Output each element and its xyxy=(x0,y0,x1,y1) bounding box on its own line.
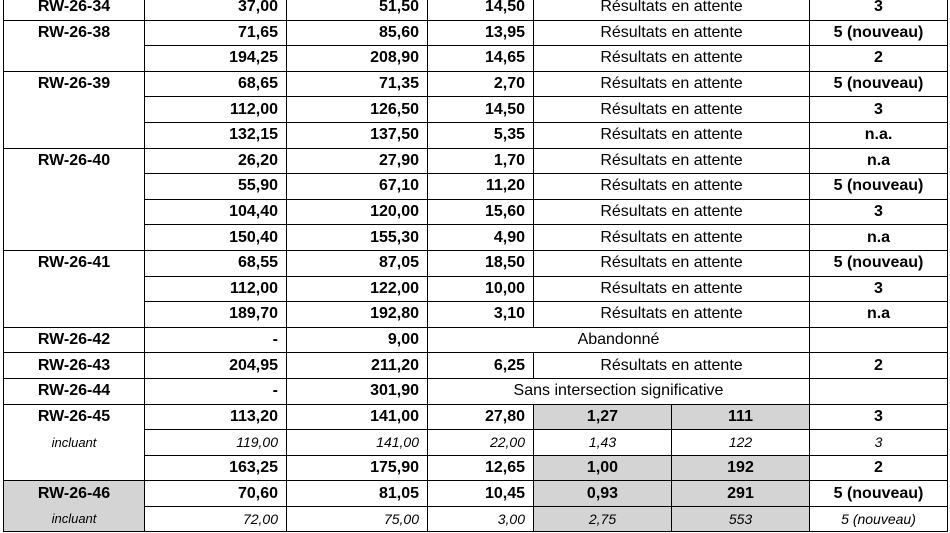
to-cell: 75,00 xyxy=(287,506,428,532)
length-cell: 14,50 xyxy=(428,97,534,123)
to-cell: 120,00 xyxy=(287,199,428,225)
table-row xyxy=(4,0,948,20)
from-cell: 189,70 xyxy=(145,302,287,328)
status-cell: Résultats en attente xyxy=(534,122,810,148)
length-cell: 13,95 xyxy=(428,20,534,46)
hole-id-cell xyxy=(4,455,145,481)
hole-id-cell: RW-26-46 xyxy=(4,481,145,507)
to-cell: 141,00 xyxy=(287,404,428,430)
table-row xyxy=(4,481,948,507)
assay-value-cell: 192 xyxy=(672,455,810,481)
to-cell: 9,00 xyxy=(287,327,428,353)
length-cell: 27,80 xyxy=(428,404,534,430)
to-cell: 51,50 xyxy=(287,0,428,20)
status-cell: Résultats en attente xyxy=(534,71,810,97)
hole-id-cell: RW-26-38 xyxy=(4,20,145,46)
assay-value-cell: 553 xyxy=(672,506,810,532)
length-cell: 10,45 xyxy=(428,481,534,507)
category-cell: 2 xyxy=(810,455,948,481)
table-row xyxy=(4,148,948,174)
status-cell: Résultats en attente xyxy=(534,302,810,328)
to-cell: 175,90 xyxy=(287,455,428,481)
length-cell: 10,00 xyxy=(428,276,534,302)
length-cell: 2,70 xyxy=(428,71,534,97)
hole-id-cell: RW-26-42 xyxy=(4,327,145,353)
table-row xyxy=(4,276,948,302)
table-row xyxy=(4,20,948,46)
table-row xyxy=(4,353,948,379)
category-cell: 2 xyxy=(810,353,948,379)
to-cell: 71,35 xyxy=(287,71,428,97)
hole-id-cell: incluant xyxy=(4,506,145,532)
hole-id-cell xyxy=(4,302,145,328)
from-cell: 112,00 xyxy=(145,276,287,302)
from-cell: 132,15 xyxy=(145,122,287,148)
assay-grade-cell: 1,43 xyxy=(534,430,672,456)
category-cell: 3 xyxy=(810,404,948,430)
category-cell: n.a xyxy=(810,302,948,328)
from-cell: 150,40 xyxy=(145,225,287,251)
table-row xyxy=(4,327,948,353)
hole-id-cell xyxy=(4,174,145,200)
table-row xyxy=(4,506,948,532)
length-cell: 3,10 xyxy=(428,302,534,328)
status-cell: Résultats en attente xyxy=(534,250,810,276)
hole-id-cell: incluant xyxy=(4,430,145,456)
length-cell: 12,65 xyxy=(428,455,534,481)
assay-value-cell: 291 xyxy=(672,481,810,507)
hole-id-cell xyxy=(4,199,145,225)
status-cell: Résultats en attente xyxy=(534,97,810,123)
hole-id-cell xyxy=(4,276,145,302)
from-cell: 119,00 xyxy=(145,430,287,456)
to-cell: 27,90 xyxy=(287,148,428,174)
length-cell: 1,70 xyxy=(428,148,534,174)
to-cell: 81,05 xyxy=(287,481,428,507)
length-cell: 18,50 xyxy=(428,250,534,276)
category-cell: 3 xyxy=(810,430,948,456)
status-cell: Résultats en attente xyxy=(534,276,810,302)
from-cell: 26,20 xyxy=(145,148,287,174)
from-cell: 113,20 xyxy=(145,404,287,430)
category-cell: 5 (nouveau) xyxy=(810,250,948,276)
hole-id-cell xyxy=(4,225,145,251)
table-row xyxy=(4,174,948,200)
from-cell: 37,00 xyxy=(145,0,287,20)
category-cell: 3 xyxy=(810,199,948,225)
from-cell: - xyxy=(145,378,287,404)
category-cell: n.a xyxy=(810,148,948,174)
assay-value-cell: 122 xyxy=(672,430,810,456)
to-cell: 122,00 xyxy=(287,276,428,302)
from-cell: 112,00 xyxy=(145,97,287,123)
table-row xyxy=(4,71,948,97)
from-cell: 104,40 xyxy=(145,199,287,225)
length-cell: 14,50 xyxy=(428,0,534,20)
status-cell: Résultats en attente xyxy=(534,20,810,46)
hole-id-cell: RW-26-45 xyxy=(4,404,145,430)
from-cell: 163,25 xyxy=(145,455,287,481)
length-cell: 14,65 xyxy=(428,46,534,72)
category-cell: 3 xyxy=(810,0,948,20)
to-cell: 192,80 xyxy=(287,302,428,328)
to-cell: 208,90 xyxy=(287,46,428,72)
category-cell: 5 (nouveau) xyxy=(810,20,948,46)
category-cell: 2 xyxy=(810,46,948,72)
hole-id-cell: RW-26-43 xyxy=(4,353,145,379)
status-cell: Résultats en attente xyxy=(534,0,810,20)
table-row xyxy=(4,46,948,72)
to-cell: 67,10 xyxy=(287,174,428,200)
from-cell: 72,00 xyxy=(145,506,287,532)
from-cell: 70,60 xyxy=(145,481,287,507)
assay-grade-cell: 1,27 xyxy=(534,404,672,430)
to-cell: 85,60 xyxy=(287,20,428,46)
length-cell: 11,20 xyxy=(428,174,534,200)
category-cell xyxy=(810,378,948,404)
table-row xyxy=(4,430,948,456)
to-cell: 137,50 xyxy=(287,122,428,148)
length-cell: 4,90 xyxy=(428,225,534,251)
table-row xyxy=(4,404,948,430)
assay-grade-cell: 1,00 xyxy=(534,455,672,481)
from-cell: 55,90 xyxy=(145,174,287,200)
hole-id-cell: RW-26-41 xyxy=(4,250,145,276)
status-cell: Résultats en attente xyxy=(534,199,810,225)
from-cell: - xyxy=(145,327,287,353)
table-row xyxy=(4,378,948,404)
status-cell: Abandonné xyxy=(428,327,810,353)
category-cell: n.a. xyxy=(810,122,948,148)
from-cell: 71,65 xyxy=(145,20,287,46)
status-cell: Résultats en attente xyxy=(534,225,810,251)
table-row xyxy=(4,122,948,148)
from-cell: 204,95 xyxy=(145,353,287,379)
length-cell: 5,35 xyxy=(428,122,534,148)
hole-id-cell: RW-26-40 xyxy=(4,148,145,174)
status-cell: Résultats en attente xyxy=(534,148,810,174)
table-row xyxy=(4,455,948,481)
table-row xyxy=(4,97,948,123)
status-cell: Résultats en attente xyxy=(534,353,810,379)
hole-id-cell xyxy=(4,122,145,148)
from-cell: 194,25 xyxy=(145,46,287,72)
to-cell: 211,20 xyxy=(287,353,428,379)
category-cell: 3 xyxy=(810,97,948,123)
status-cell: Résultats en attente xyxy=(534,46,810,72)
to-cell: 301,90 xyxy=(287,378,428,404)
assay-grade-cell: 2,75 xyxy=(534,506,672,532)
assay-value-cell: 111 xyxy=(672,404,810,430)
hole-id-cell: RW-26-34 xyxy=(4,0,145,20)
category-cell: 5 (nouveau) xyxy=(810,481,948,507)
hole-id-cell xyxy=(4,97,145,123)
table-row xyxy=(4,199,948,225)
category-cell xyxy=(810,327,948,353)
from-cell: 68,55 xyxy=(145,250,287,276)
category-cell: 5 (nouveau) xyxy=(810,506,948,532)
length-cell: 22,00 xyxy=(428,430,534,456)
hole-id-cell xyxy=(4,46,145,72)
table-row xyxy=(4,302,948,328)
hole-id-cell: RW-26-44 xyxy=(4,378,145,404)
length-cell: 15,60 xyxy=(428,199,534,225)
table-row xyxy=(4,225,948,251)
length-cell: 3,00 xyxy=(428,506,534,532)
category-cell: 5 (nouveau) xyxy=(810,174,948,200)
to-cell: 141,00 xyxy=(287,430,428,456)
from-cell: 68,65 xyxy=(145,71,287,97)
drill-results-table xyxy=(3,0,948,532)
category-cell: 5 (nouveau) xyxy=(810,71,948,97)
table-row xyxy=(4,250,948,276)
to-cell: 155,30 xyxy=(287,225,428,251)
category-cell: n.a xyxy=(810,225,948,251)
to-cell: 126,50 xyxy=(287,97,428,123)
category-cell: 3 xyxy=(810,276,948,302)
status-cell: Résultats en attente xyxy=(534,174,810,200)
length-cell: 6,25 xyxy=(428,353,534,379)
assay-grade-cell: 0,93 xyxy=(534,481,672,507)
status-cell: Sans intersection significative xyxy=(428,378,810,404)
to-cell: 87,05 xyxy=(287,250,428,276)
hole-id-cell: RW-26-39 xyxy=(4,71,145,97)
